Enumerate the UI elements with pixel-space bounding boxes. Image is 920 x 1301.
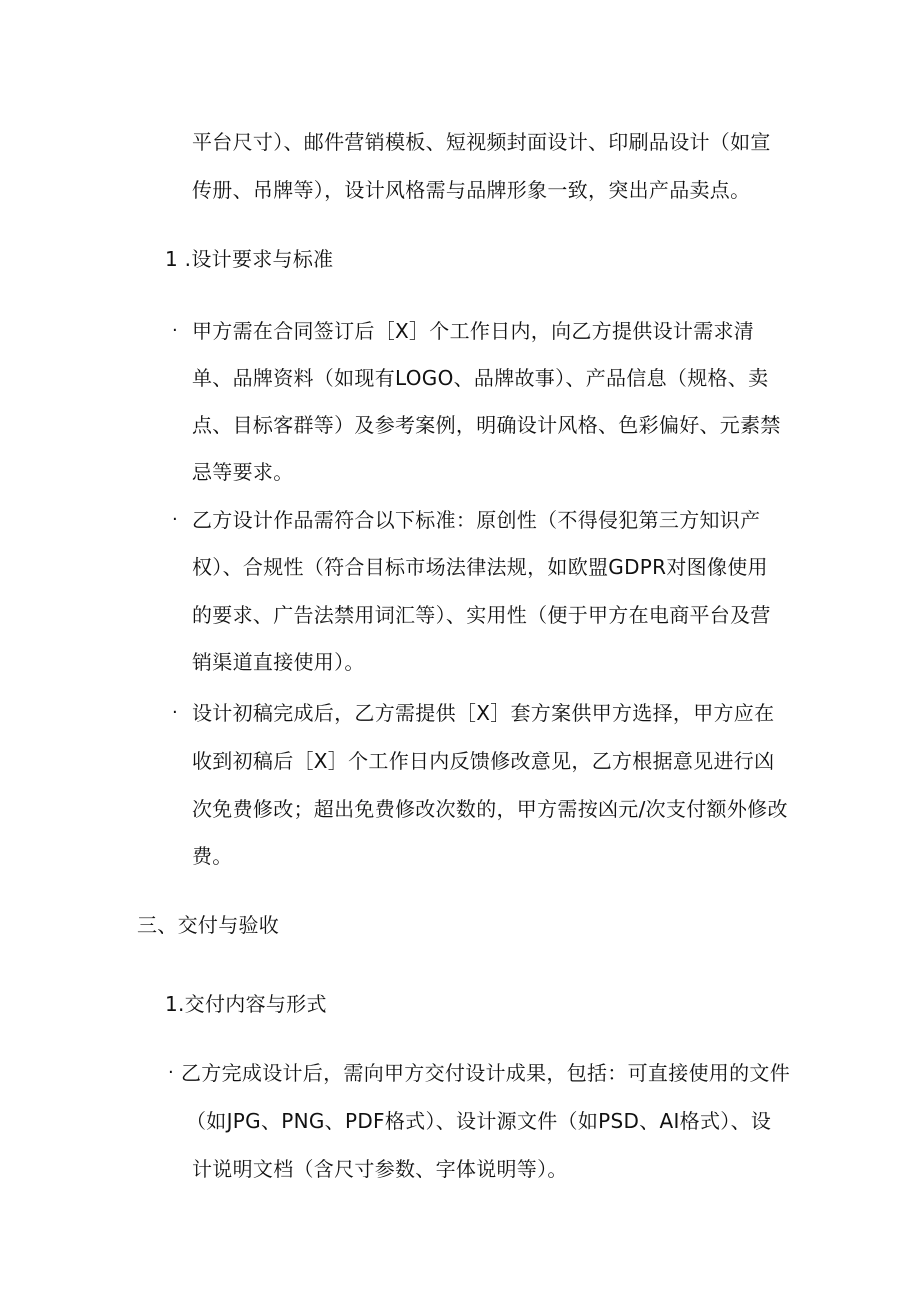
text-line: 乙方完成设计后，需向甲方交付设计成果，包括：可直接使用的文件: [181, 1061, 790, 1085]
text-line: 计说明文档（含尺寸参数、字体说明等）。: [192, 1157, 568, 1181]
bullet-icon: ·: [168, 1062, 174, 1083]
text-line: 费。: [192, 844, 233, 868]
text-line: 点、目标客群等）及参考案例，明确设计风格、色彩偏好、元素禁: [192, 413, 781, 437]
text-line: （如JPG、PNG、PDF格式）、设计源文件（如PSD、AI格式）、设: [186, 1109, 772, 1133]
text-line: 平台尺寸）、邮件营销模板、短视频封面设计、印刷品设计（如宣: [192, 130, 771, 154]
text-line: 设计初稿完成后，乙方需提供［X］套方案供甲方选择，甲方应在: [192, 701, 775, 725]
section-heading: 1 .设计要求与标准: [165, 247, 334, 271]
text-line: 收到初稿后［X］个工作日内反馈修改意见，乙方根据意见进行凶: [192, 749, 775, 773]
text-line: 传册、吊牌等），设计风格需与品牌形象一致，突出产品卖点。: [192, 178, 751, 202]
bullet-icon: ·: [172, 509, 178, 530]
chapter-heading: 三、交付与验收: [137, 913, 280, 937]
text-line: 甲方需在合同签订后［X］个工作日内，向乙方提供设计需求清: [192, 319, 755, 343]
text-line: 单、品牌资料（如现有LOGO、品牌故事）、产品信息（规格、卖: [192, 366, 769, 390]
text-line: 次免费修改；超出免费修改次数的，甲方需按凶元/次支付额外修改: [192, 797, 788, 821]
text-line: 销渠道直接使用）。: [192, 650, 365, 674]
text-line: 乙方设计作品需符合以下标准：原创性（不得侵犯第三方知识产: [192, 508, 761, 532]
bullet-icon: ·: [172, 702, 178, 723]
text-line: 的要求、广告法禁用词汇等）、实用性（便于甲方在电商平台及营: [192, 603, 771, 627]
section-heading: 1.交付内容与形式: [165, 992, 327, 1016]
text-line: 权）、合规性（符合目标市场法律法规，如欧盟GDPR对图像使用: [192, 555, 768, 579]
bullet-icon: ·: [172, 320, 178, 341]
text-line: 忌等要求。: [192, 460, 294, 484]
